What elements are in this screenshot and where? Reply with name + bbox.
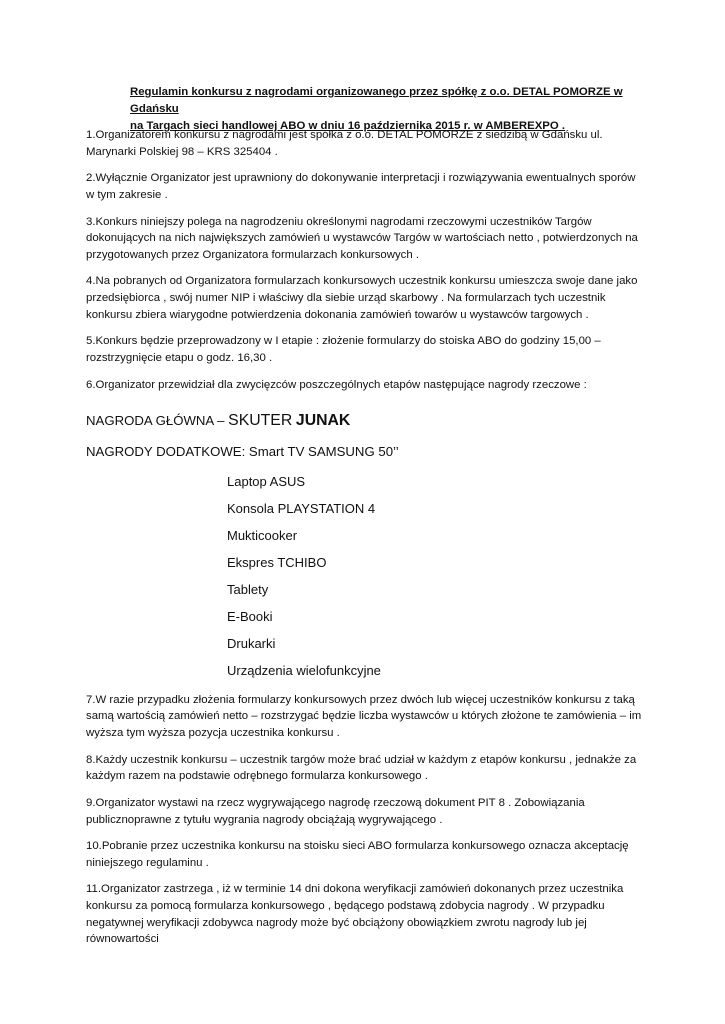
paragraph-10: 10.Pobranie przez uczestnika konkursu na stoisku sieci ABO formularza konkursowego oznacza akceptację niniejszego regulaminu .: [86, 840, 629, 869]
extra-prizes-heading: [86, 442, 646, 461]
extra-prize-item: Mukticooker: [227, 527, 298, 543]
main-prize-label: NAGRODA GŁÓWNA –: [86, 413, 225, 429]
extra-prizes-label: NAGRODY DODATKOWE:: [86, 444, 246, 460]
paragraph-1: 1.Organizatorem konkursu z nagrodami jest spółka z o.o. DETAL POMORZE z siedzibą w Gdańsku ul. Marynarki Polskiej 98 – KRS 325404 .: [86, 129, 603, 158]
paragraph-11: 11.Organizator zastrzega , iż w terminie 14 dni dokona weryfikacji zamówień dokonanych przez uczestnika konkursu za pomocą formularza konkursowego , będącego podstawą zdobycia nagrody . W przypadku negatywnej weryfikacji zdobywca nagrody może być obciążony obowiązkiem zwrotu nagrody lub jej równowartości: [86, 883, 624, 946]
paragraph-8: 8.Każdy uczestnik konkursu – uczestnik targów może brać udział w każdym z etapów konkursu , jednakże za każdym razem na podstawie odrębnego formularza konkursowego .: [86, 753, 637, 783]
document-body: [86, 127, 646, 958]
paragraph-4: 4.Na pobranych od Organizatora formularzach konkursowych uczestnik konkursu umieszcza swoje dane jako przedsiębiorca , swój numer NIP i właściwy dla siebie urząd skarbowy . Na formularzach tych uczestnik konkursu zbiera wiarygodne potwierdzenia dokonania zamówień towarów u wystawców targowych .: [86, 275, 638, 321]
title-line-1: Regulamin konkursu z nagrodami organizowanego przez spółkę z o.o. DETAL POMORZE w Gdańsku: [130, 86, 623, 116]
extra-prizes-list: [227, 468, 646, 684]
extra-prize-item: E-Booki: [227, 608, 273, 624]
title-line-2: na Targach sieci handlowej ABO w dniu 16 października 2015 r. w AMBEREXPO .: [130, 120, 566, 133]
extra-prize-item: Tablety: [227, 581, 269, 597]
paragraph-6: 6.Organizator przewidział dla zwycięzców poszczególnych etapów następujące nagrody rzeczowe :: [86, 378, 587, 391]
extra-prize-item: Urządzenia wielofunkcyjne: [227, 662, 381, 678]
paragraph-5: 5.Konkurs będzie przeprowadzony w I etapie : złożenie formularzy do stoiska ABO do godziny 15,00 – rozstrzygnięcie etapu o godz. 16,30 .: [86, 335, 601, 365]
main-prize-brand: JUNAK: [295, 412, 351, 430]
paragraph-9: 9.Organizator wystawi na rzecz wygrywającego nagrodę rzeczową dokument PIT 8 . Zobowiązania publicznoprawne z tytułu wygrania nagrody obciążają wygrywającego .: [86, 796, 585, 826]
paragraph-7: 7.W razie przypadku złożenia formularzy konkursowych przez dwóch lub więcej uczestników konkursu z taką samą wartością zamówień netto – rozstrzygać będzie liczba wystawców u których złożone te zamówienia – im wyższa tym wyższa pozycja uczestnika konkursu .: [86, 693, 642, 739]
extra-prize-item: Ekspres TCHIBO: [227, 554, 327, 570]
main-prize: [86, 409, 646, 432]
paragraph-2: 2.Wyłącznie Organizator jest uprawniony do dokonywanie interpretacji i rozwiązywania ewentualnych sporów w tym zakresie .: [86, 172, 636, 201]
extra-prize-item: Smart TV SAMSUNG 50’’: [248, 444, 399, 460]
extra-prize-item: Laptop ASUS: [227, 473, 306, 489]
extra-prize-item: Drukarki: [227, 635, 276, 651]
extra-prize-item: Konsola PLAYSTATION 4: [227, 500, 376, 516]
main-prize-name: SKUTER: [228, 412, 293, 430]
paragraph-3: 3.Konkurs niniejszy polega na nagrodzeniu określonymi nagrodami rzeczowymi uczestników Targów dokonujących na nich największych zamówień u wystawców Targów w wartościach netto , potwierdzonych na przygotowanych przez Organizatora formularzach konkursowych .: [86, 215, 638, 261]
